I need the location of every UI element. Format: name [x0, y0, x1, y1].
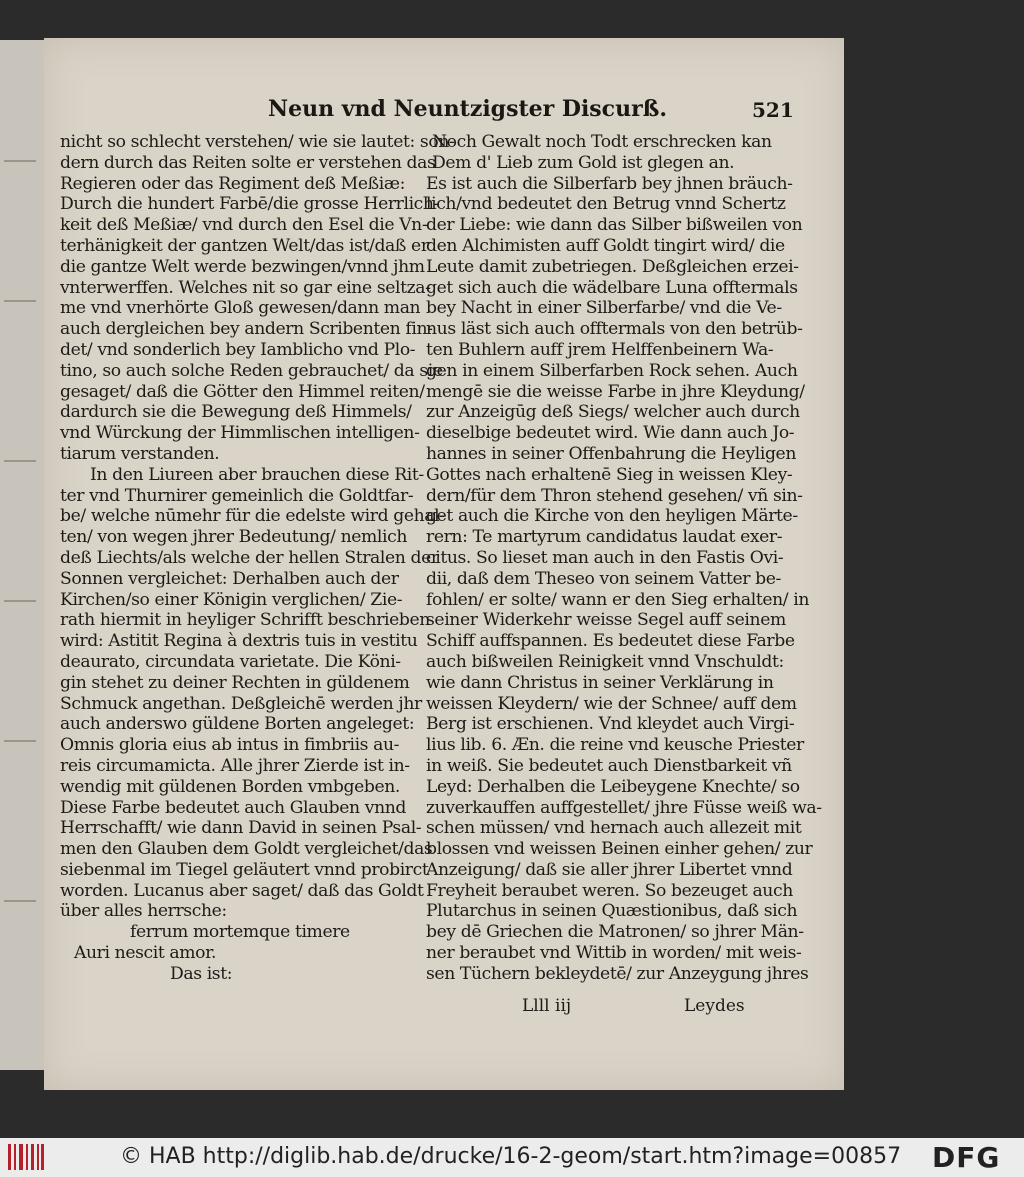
text-line: lich/vnd bedeutet den Betrug vnnd Schertz	[426, 194, 786, 215]
text-line: ferrum mortemque timere	[130, 922, 350, 943]
text-line: Plutarchus in seinen Quæstionibus, daß sich	[426, 901, 798, 922]
text-line: worden. Lucanus aber saget/ daß das Goldt	[60, 880, 424, 901]
text-line: Leute damit zubetriegen. Deßgleichen erzei-	[426, 256, 799, 277]
edge-mark	[4, 900, 36, 902]
text-line: weissen Kleydern/ wie der Schnee/ auff dem	[426, 693, 797, 714]
text-line: ter vnd Thurnirer gemeinlich die Goldtfar-	[60, 485, 414, 506]
text-line: Leyd: Derhalben die Leibeygene Knechte/ so	[426, 776, 800, 797]
text-line: seiner Widerkehr weisse Segel auff seinem	[426, 610, 786, 631]
text-line: Regieren oder das Regiment deß Meßiæ:	[60, 173, 405, 194]
catchword: Leydes	[684, 996, 745, 1016]
text-line: Berg ist erschienen. Vnd kleydet auch Virgi-	[426, 714, 795, 735]
text-line: auch anderswo güldene Borten angeleget:	[60, 714, 415, 735]
text-line: wendig mit güldenen Borden vmbgeben.	[60, 776, 400, 797]
text-line: ten Buhlern auff jrem Helffenbeinern Wa-	[426, 339, 774, 360]
text-line: rern: Te martyrum candidatus laudat exer-	[426, 527, 783, 548]
text-line: Diese Farbe bedeutet auch Glauben vnnd	[60, 797, 407, 818]
edge-mark	[4, 740, 36, 742]
page-number: 521	[752, 98, 794, 122]
viewer-footer	[0, 1138, 1024, 1177]
text-line: nus läst sich auch offtermals von den betrüb-	[426, 319, 803, 340]
text-line: sen Tüchern bekleydetē/ zur Anzeygung jhres	[426, 963, 809, 984]
text-line: zuverkauffen auffgestellet/ jhre Füsse weiß wa-	[426, 797, 822, 818]
text-line: Omnis gloria eius ab intus in fimbriis au-	[60, 735, 400, 756]
text-line: vnterwerffen. Welches nit so gar eine seltza-	[60, 277, 431, 298]
text-line: gin stehet zu deiner Rechten in güldenem	[60, 672, 410, 693]
text-line: den Alchimisten auff Goldt tingirt wird/ die	[426, 235, 785, 256]
text-line: dii, daß dem Theseo von seinem Vatter be-	[426, 568, 781, 589]
text-line: auch dergleichen bey andern Scribenten fin-	[60, 319, 433, 340]
text-line: dieselbige bedeutet wird. Wie dann auch Jo-	[426, 423, 795, 444]
text-line: get sich auch die wädelbare Luna offtermals	[426, 277, 798, 298]
edge-mark	[4, 600, 36, 602]
text-line: wie dann Christus in seiner Verklärung in	[426, 672, 774, 693]
text-line: me vnd vnerhörte Gloß gewesen/dann man	[60, 298, 421, 319]
text-line: Es ist auch die Silberfarb bey jhnen bräuch-	[426, 173, 793, 194]
text-line: Dem d' Lieb zum Gold ist glegen an.	[432, 152, 735, 173]
text-line: gesaget/ daß die Götter den Himmel reiten/	[60, 381, 425, 402]
text-line: der Liebe: wie dann das Silber bißweilen von	[426, 215, 803, 236]
text-line: Sonnen vergleichet: Derhalben auch der	[60, 568, 399, 589]
left-text-column	[60, 132, 455, 985]
running-title: Neun vnd Neuntzigster Discurß.	[268, 96, 668, 122]
text-line: über alles herrsche:	[60, 901, 227, 922]
text-line: dern/für dem Thron stehend gesehen/ vñ sin-	[426, 485, 803, 506]
text-line: men den Glauben dem Goldt vergleichet/das	[60, 839, 433, 860]
text-line: dardurch sie die Bewegung deß Himmels/	[60, 402, 412, 423]
text-line: fohlen/ er solte/ wann er den Sieg erhalten/ in	[426, 589, 810, 610]
edge-mark	[4, 160, 36, 162]
text-line: tiarum verstanden.	[60, 443, 220, 464]
text-line: Durch die hundert Farbē/die grosse Herrlich-	[60, 194, 439, 215]
text-line: Das ist:	[170, 963, 233, 984]
edge-mark	[4, 300, 36, 302]
book-page	[44, 38, 844, 1090]
text-line: schen müssen/ vnd hernach auch allezeit mit	[426, 818, 802, 839]
text-line: in weiß. Sie bedeutet auch Dienstbarkeit vñ	[426, 755, 792, 776]
copyright-url-text[interactable]: © HAB http://diglib.hab.de/drucke/16-2-geom/start.htm?image=00857	[120, 1144, 902, 1169]
previous-page-edge	[0, 40, 47, 1070]
text-line: citus. So lieset man auch in den Fastis Ovi-	[426, 547, 784, 568]
text-line: zur Anzeigūg deß Siegs/ welcher auch durch	[426, 402, 800, 423]
text-line: Anzeigung/ daß sie aller jhrer Libertet vnnd	[426, 859, 793, 880]
text-line: Schmuck angethan. Deßgleichē werden jhr	[60, 693, 422, 714]
page-header	[44, 96, 844, 126]
text-line: be/ welche nūmehr für die edelste wird gehal-	[60, 506, 445, 527]
text-line: mengē sie die weisse Farbe in jhre Kleydung/	[426, 381, 805, 402]
dfg-logo: DFG	[932, 1141, 1001, 1174]
signature-mark: Llll iij	[522, 996, 572, 1016]
edge-mark	[4, 460, 36, 462]
text-line: ner beraubet vnd Wittib in worden/ mit weis-	[426, 943, 802, 964]
text-line: auch bißweilen Reinigkeit vnnd Vnschuldt:	[426, 651, 784, 672]
text-line: blossen vnd weissen Beinen einher gehen/ zur	[426, 839, 813, 860]
barcode-icon	[6, 1142, 46, 1172]
text-line: deß Liechts/als welche der hellen Stralen der	[60, 547, 439, 568]
text-line: rath hiermit in heyliger Schrifft beschrieben	[60, 610, 430, 631]
text-line: bey dē Griechen die Matronen/ so jhrer Män-	[426, 922, 804, 943]
right-text-column	[426, 132, 822, 985]
text-line: die gantze Welt werde bezwingen/vnnd jhm	[60, 256, 425, 277]
text-line: siebenmal im Tiegel geläutert vnnd probirct	[60, 859, 429, 880]
text-line: wird: Astitit Regina à dextris tuis in vestitu	[60, 631, 418, 652]
text-line: nicht so schlecht verstehen/ wie sie lautet: son-	[60, 132, 455, 152]
text-line: lius lib. 6. Æn. die reine vnd keusche Priester	[426, 735, 804, 756]
text-line: Herrschafft/ wie dann David in seinen Psal-	[60, 818, 422, 839]
text-line: terhänigkeit der gantzen Welt/das ist/daß er	[60, 235, 429, 256]
text-line: deaurato, circundata varietate. Die Köni-	[60, 651, 401, 672]
text-line: Freyheit beraubet weren. So bezeuget auch	[426, 880, 793, 901]
text-line: vnd Würckung der Himmlischen intelligen-	[60, 423, 420, 444]
text-line: reis circumamicta. Alle jhrer Zierde ist in-	[60, 755, 410, 776]
text-line: det/ vnd sonderlich bey Iamblicho vnd Plo-	[60, 339, 416, 360]
text-line: tino, so auch solche Reden gebrauchet/ da sie	[60, 360, 443, 381]
text-line: In den Liureen aber brauchen diese Rit-	[90, 464, 424, 485]
text-line: Kirchen/so einer Königin verglichen/ Zie-	[60, 589, 403, 610]
text-line: get auch die Kirche von den heyligen Märte-	[426, 506, 798, 527]
text-line: keit deß Meßiæ/ vnd durch den Esel die Vn-	[60, 215, 428, 236]
text-line: bey Nacht in einer Silberfarbe/ vnd die Ve-	[426, 298, 782, 319]
text-line: hannes in seiner Offenbahrung die Heyligen	[426, 443, 796, 464]
text-line: Gottes nach erhaltenē Sieg in weissen Kley-	[426, 464, 793, 485]
text-line: Auri nescit amor.	[74, 943, 217, 964]
text-line: gen in einem Silberfarben Rock sehen. Auch	[426, 360, 798, 381]
text-line: Noch Gewalt noch Todt erschrecken kan	[432, 132, 772, 152]
text-line: dern durch das Reiten solte er verstehen das	[60, 152, 436, 173]
text-line: Schiff auffspannen. Es bedeutet diese Farbe	[426, 631, 795, 652]
text-line: ten/ von wegen jhrer Bedeutung/ nemlich	[60, 527, 408, 548]
